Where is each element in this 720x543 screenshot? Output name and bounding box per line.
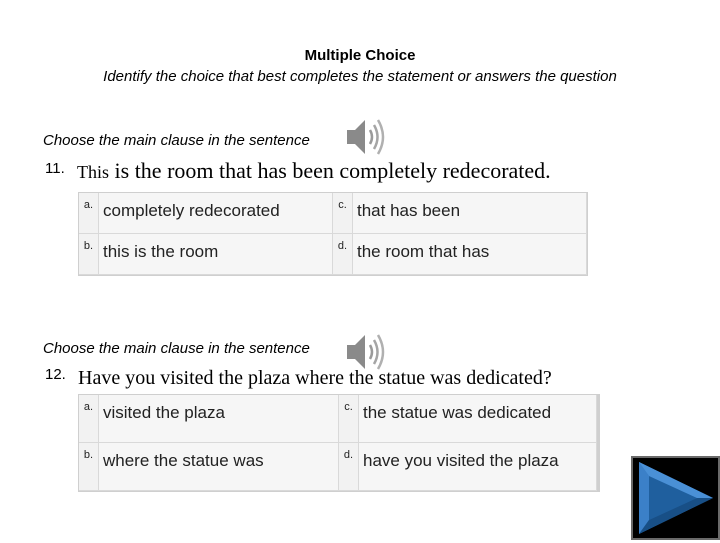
question-12-instruction: Choose the main clause in the sentence xyxy=(43,340,310,357)
option-a-q11[interactable]: completely redecorated xyxy=(99,193,333,234)
option-d-q11[interactable]: the room that has xyxy=(353,234,587,275)
next-slide-button[interactable] xyxy=(631,456,720,540)
question-11-text-start: This xyxy=(77,162,110,182)
question-11-number: 11. xyxy=(45,160,65,177)
option-c-q12[interactable]: the statue was dedicated xyxy=(359,395,597,443)
question-12-options xyxy=(78,394,600,492)
speaker-icon[interactable] xyxy=(343,115,393,155)
play-next-icon xyxy=(633,458,718,538)
question-11-text-rest: is the room that has been completely redecorated. xyxy=(109,158,551,183)
option-letter: a. xyxy=(79,395,99,443)
question-12-text: Have you visited the plaza where the statue was dedicated? xyxy=(78,367,552,389)
option-b-q12[interactable]: where the statue was xyxy=(99,443,339,491)
speaker-icon[interactable] xyxy=(343,330,393,370)
page-title: Multiple Choice xyxy=(304,47,416,64)
option-letter: a. xyxy=(79,193,99,234)
option-c-q11[interactable]: that has been xyxy=(353,193,587,234)
option-a-q12[interactable]: visited the plaza xyxy=(99,395,339,443)
option-b-q11[interactable]: this is the room xyxy=(99,234,333,275)
option-letter: d. xyxy=(333,234,353,275)
question-12-number: 12. xyxy=(45,366,66,383)
question-11-options xyxy=(78,192,588,276)
option-letter: c. xyxy=(339,395,359,443)
question-11-instruction: Choose the main clause in the sentence xyxy=(43,132,310,149)
option-letter: b. xyxy=(79,234,99,275)
question-11-text xyxy=(77,158,551,184)
option-d-q12[interactable]: have you visited the plaza xyxy=(359,443,597,491)
option-letter: b. xyxy=(79,443,99,491)
option-letter: d. xyxy=(339,443,359,491)
option-letter: c. xyxy=(333,193,353,234)
page-subtitle: Identify the choice that best completes the statement or answers the question xyxy=(103,68,617,85)
